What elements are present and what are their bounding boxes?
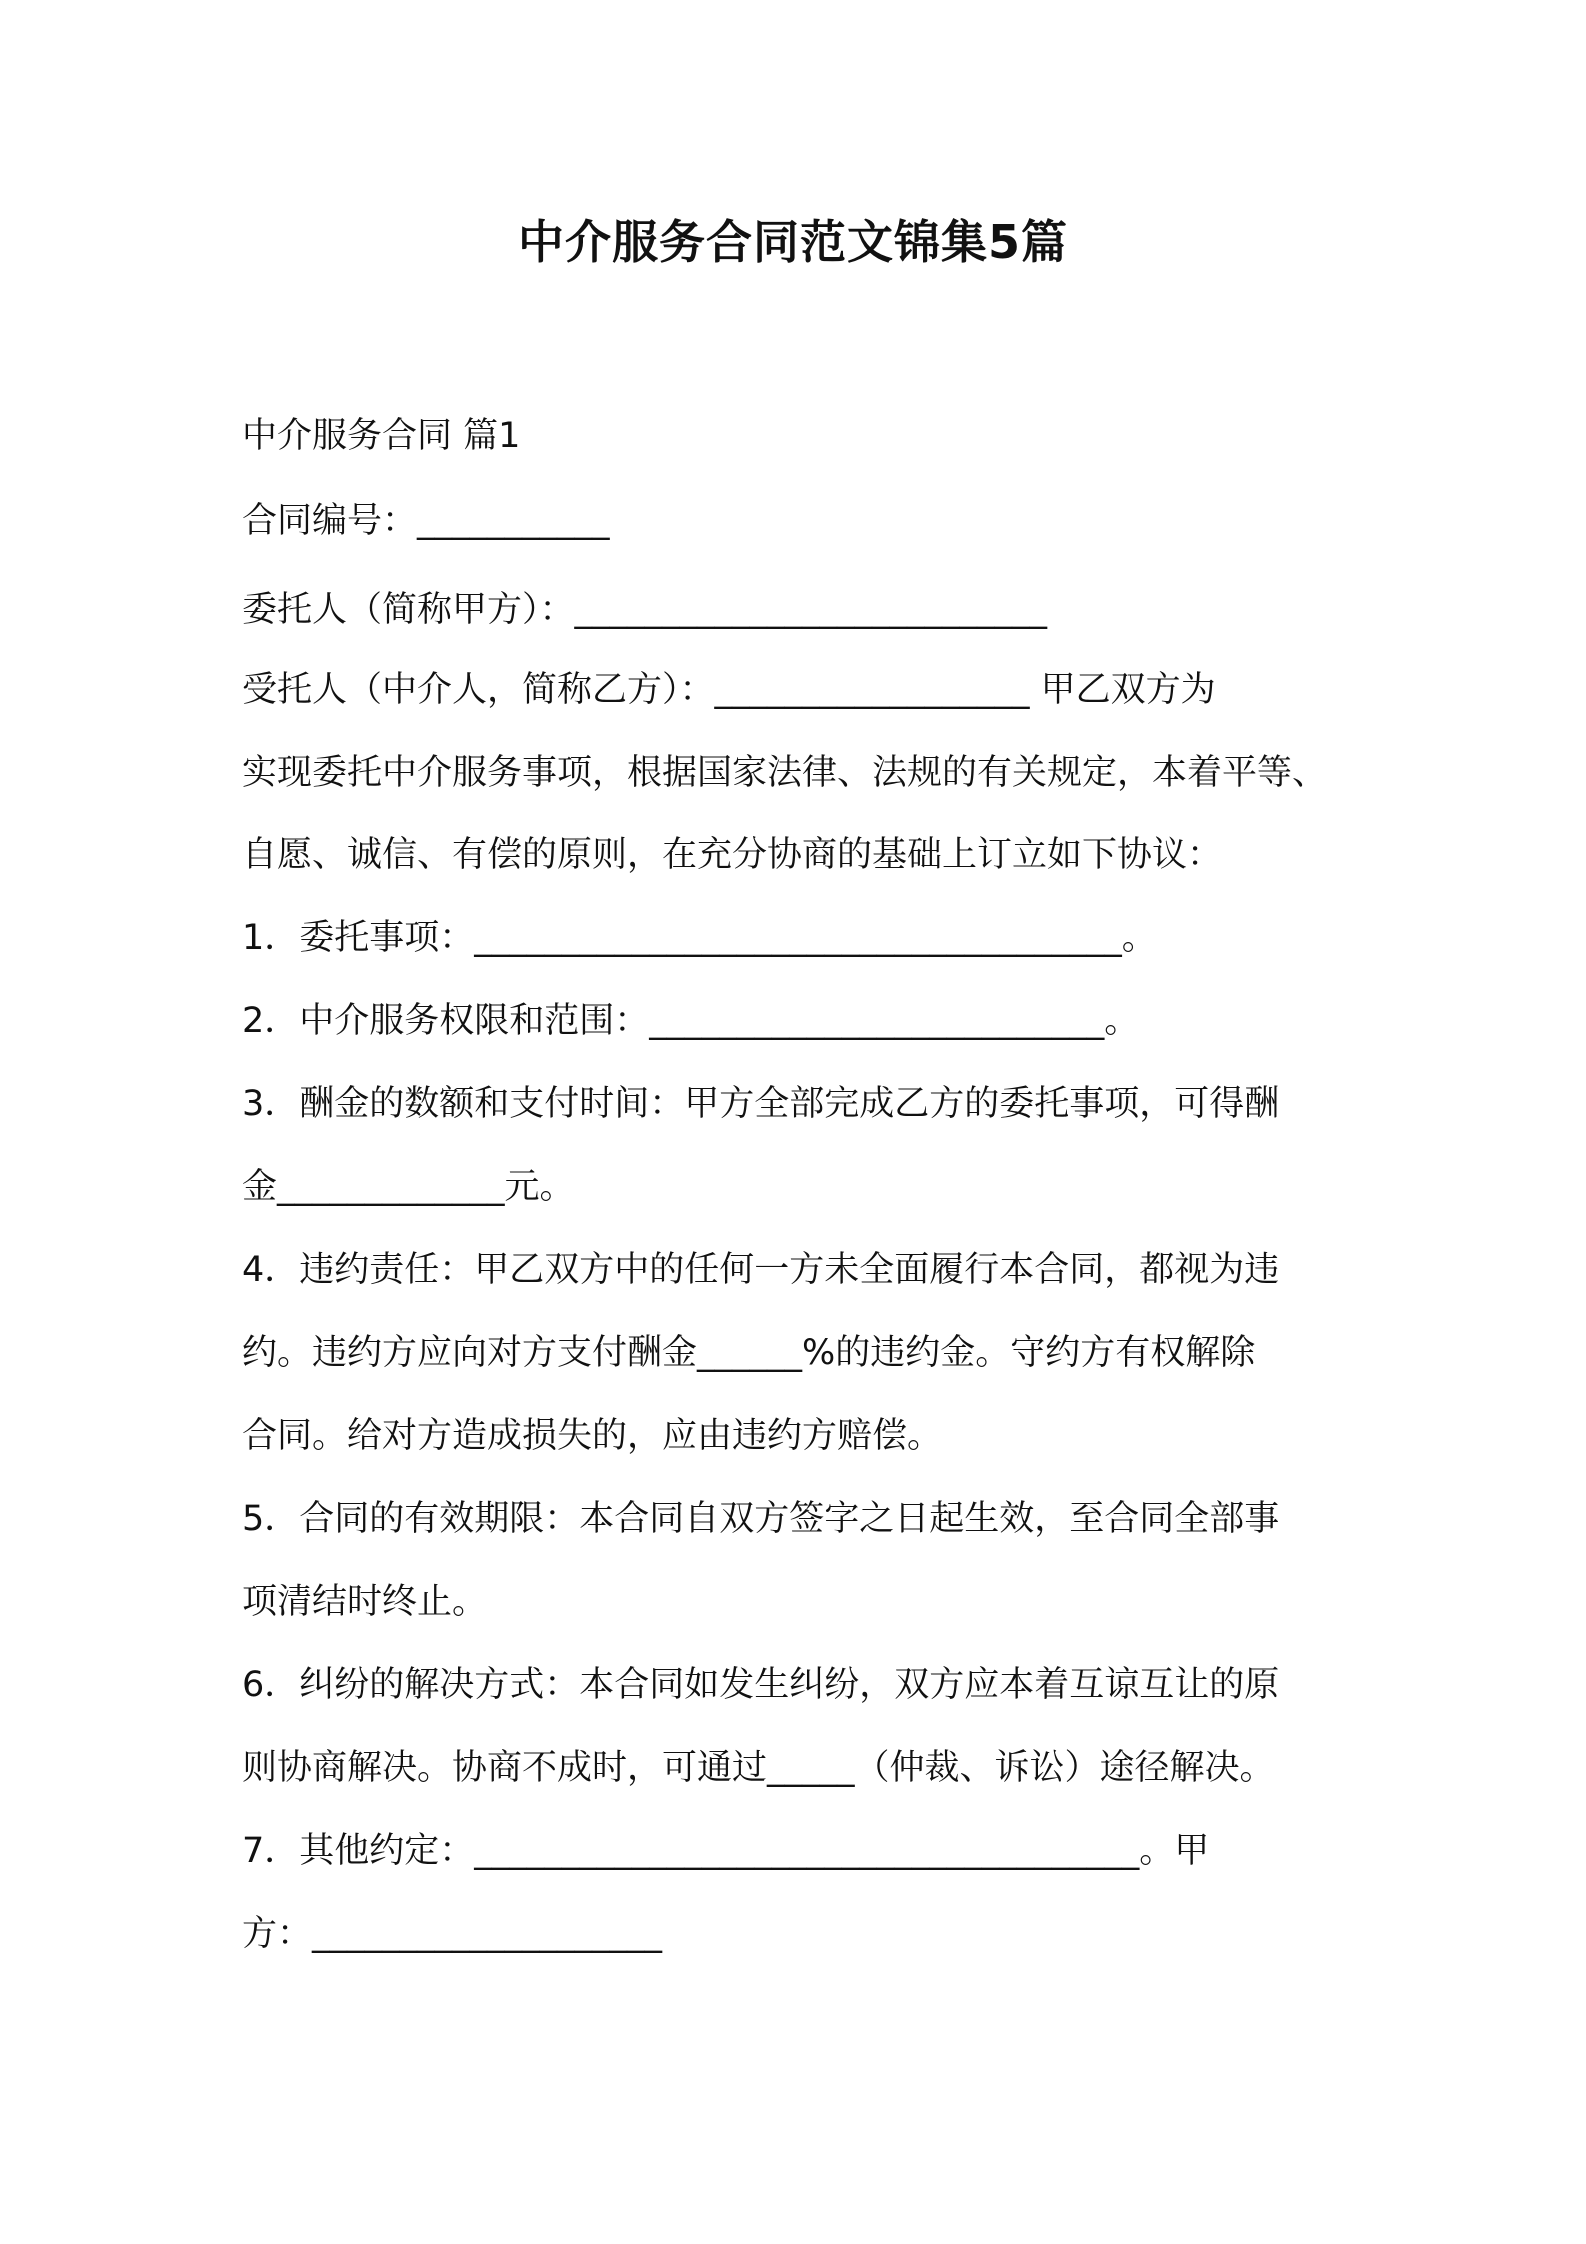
clause-5-continuation: 项清结时终止。 (242, 1582, 488, 1622)
clause-4-line: 4．违约责任：甲乙双方中的任何一方未全面履行本合同，都视为违 (242, 1250, 1280, 1290)
clause-4-continuation: 约。违约方应向对方支付酬金______%的违约金。守约方有权解除 (242, 1333, 1256, 1373)
document-title: 中介服务合同范文锦集5篇 (517, 215, 1068, 269)
contract-number-line: 合同编号：___________ (242, 501, 610, 541)
clause-1-line: 1．委托事项：_____________________________________。 (242, 918, 1157, 958)
body-text-line: 实现委托中介服务事项，根据国家法律、法规的有关规定，本着平等、 (242, 753, 1328, 793)
clause-6-line: 6．纠纷的解决方式：本合同如发生纠纷，双方应本着互谅互让的原 (242, 1665, 1280, 1705)
clause-3-continuation: 金_____________元。 (242, 1167, 575, 1207)
clause-6-continuation: 则协商解决。协商不成时，可通过_____（仲裁、诉讼）途径解决。 (242, 1748, 1275, 1788)
clause-2-line: 2．中介服务权限和范围：__________________________。 (242, 1001, 1140, 1041)
clause-4-continuation: 合同。给对方造成损失的，应由违约方赔偿。 (242, 1416, 943, 1456)
signature-party-a-line: 方：____________________ (242, 1914, 663, 1954)
party-b-line: 受托人（中介人，简称乙方）：__________________ 甲乙双方为 (242, 670, 1216, 710)
clause-3-line: 3．酬金的数额和支付时间：甲方全部完成乙方的委托事项，可得酬 (242, 1084, 1280, 1124)
clause-7-line: 7．其他约定：______________________________________。甲 (242, 1831, 1210, 1871)
section-heading: 中介服务合同 篇1 (242, 416, 521, 456)
clause-5-line: 5．合同的有效期限：本合同自双方签字之日起生效，至合同全部事 (242, 1499, 1280, 1539)
body-text-line: 自愿、诚信、有偿的原则，在充分协商的基础上订立如下协议： (242, 835, 1223, 875)
party-a-line: 委托人（简称甲方）：___________________________ (242, 590, 1048, 630)
